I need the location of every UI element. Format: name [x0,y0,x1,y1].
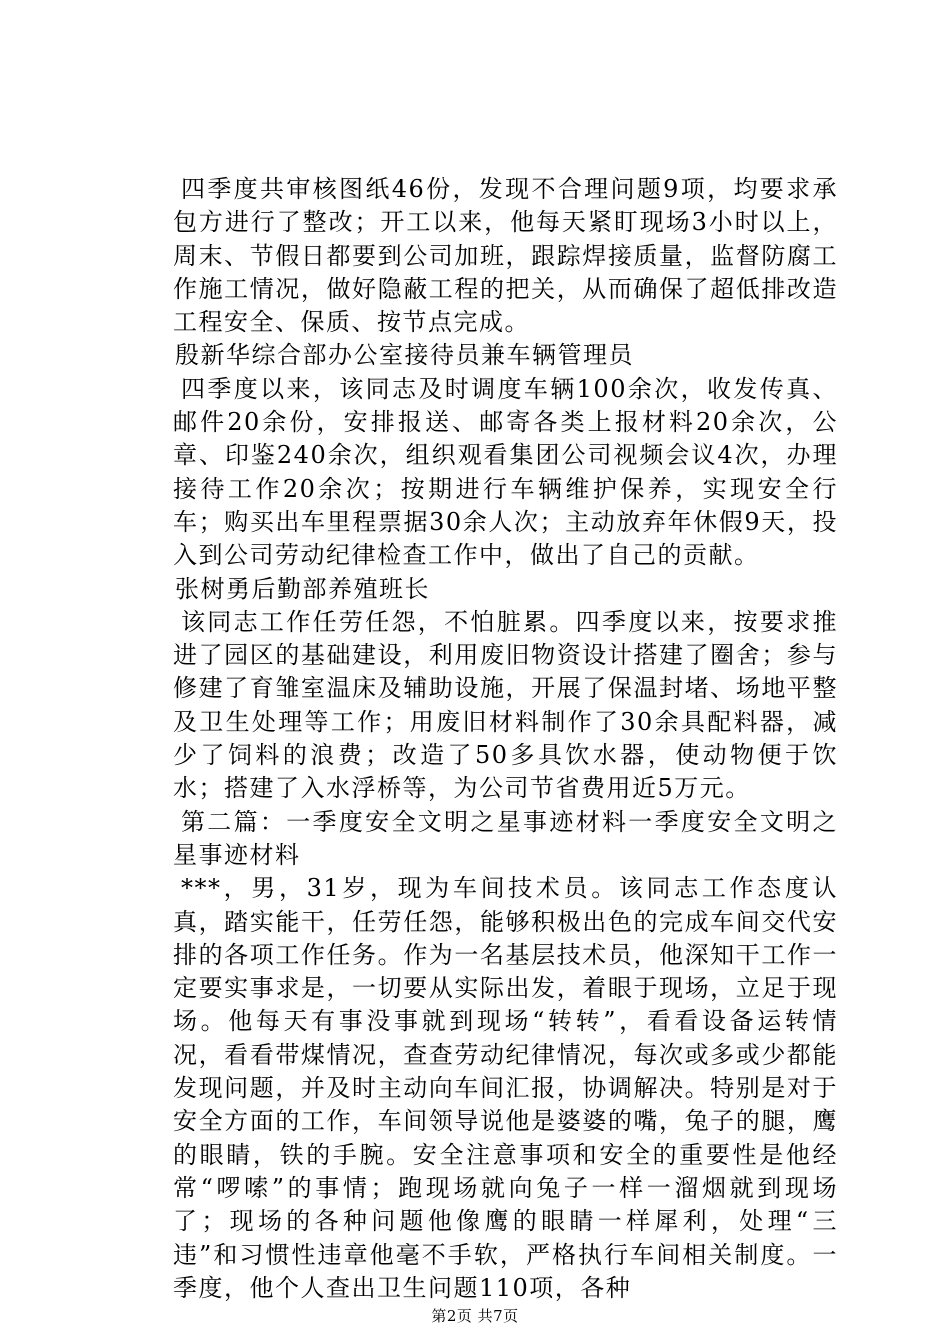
person-title-yin-xinhua: 殷新华综合部办公室接待员兼车辆管理员 [175,341,634,370]
paragraph-vehicle-dispatch: 四季度以来，该同志及时调度车辆100余次，收发传真、邮件20余份，安排报送、邮寄各类上报材料20余次，公章、印鉴240余次，组织观看集团公司视频会议4次，办理接待工作20余次；按期进行车辆维护保养，实现安全行车；购买出车里程票据30余人次；主动放弃年休假9天，投入到公司劳动纪律检查工作中，做出了自己的贡献。 [173,374,838,570]
page-number-footer: 第2页 共7页 [431,1307,519,1325]
document-body [173,173,838,1305]
paragraph-breeding-team: 该同志工作任劳任怨，不怕脏累。四季度以来，按要求推进了园区的基础建设，利用废旧物资设计搭建了圈舍；参与修建了育雏室温床及辅助设施，开展了保温封堵、场地平整及卫生处理等工作；用废旧材料制作了30余具配料器，减少了饲料的浪费；改造了50多具饮水器，使动物便于饮水；搭建了入水浮桥等，为公司节省费用近5万元。 [173,607,838,803]
paragraph-review-summary: 四季度共审核图纸46份，发现不合理问题9项，均要求承包方进行了整改；开工以来，他每天紧盯现场3小时以上，周末、节假日都要到公司加班，跟踪焊接质量，监督防腐工作施工情况，做好隐蔽工程的把关，从而确保了超低排改造工程安全、保质、按节点完成。 [173,175,838,337]
paragraph-technician-profile: ***，男，31岁，现为车间技术员。该同志工作态度认真，踏实能干，任劳任怨，能够积极出色的完成车间交代安排的各项工作任务。作为一名基层技术员，他深知干工作一定要实事求是，一切要从实际出发，着眼于现场，立足于现场。他每天有事没事就到现场“转转”，看看设备运转情况，看看带煤情况，查查劳动纪律情况，每次或多或少都能发现问题，并及时主动向车间汇报，协调解决。特别是对于安全方面的工作，车间领导说他是婆婆的嘴，兔子的腿，鹰的眼睛，铁的手腕。安全注意事项和安全的重要性是他经常“啰嗦”的事情；跑现场就向兔子一样一溜烟就到现场了；现场的各种问题他像鹰的眼睛一样犀利，处理“三违”和习惯性违章他毫不手软，严格执行车间相关制度。一季度，他个人查出卫生问题110项，各种 [173,874,838,1302]
section-heading-part-two: 第二篇：一季度安全文明之星事迹材料一季度安全文明之星事迹材料 [173,807,838,869]
person-title-zhang-shuyong: 张树勇后勤部养殖班长 [175,574,430,603]
